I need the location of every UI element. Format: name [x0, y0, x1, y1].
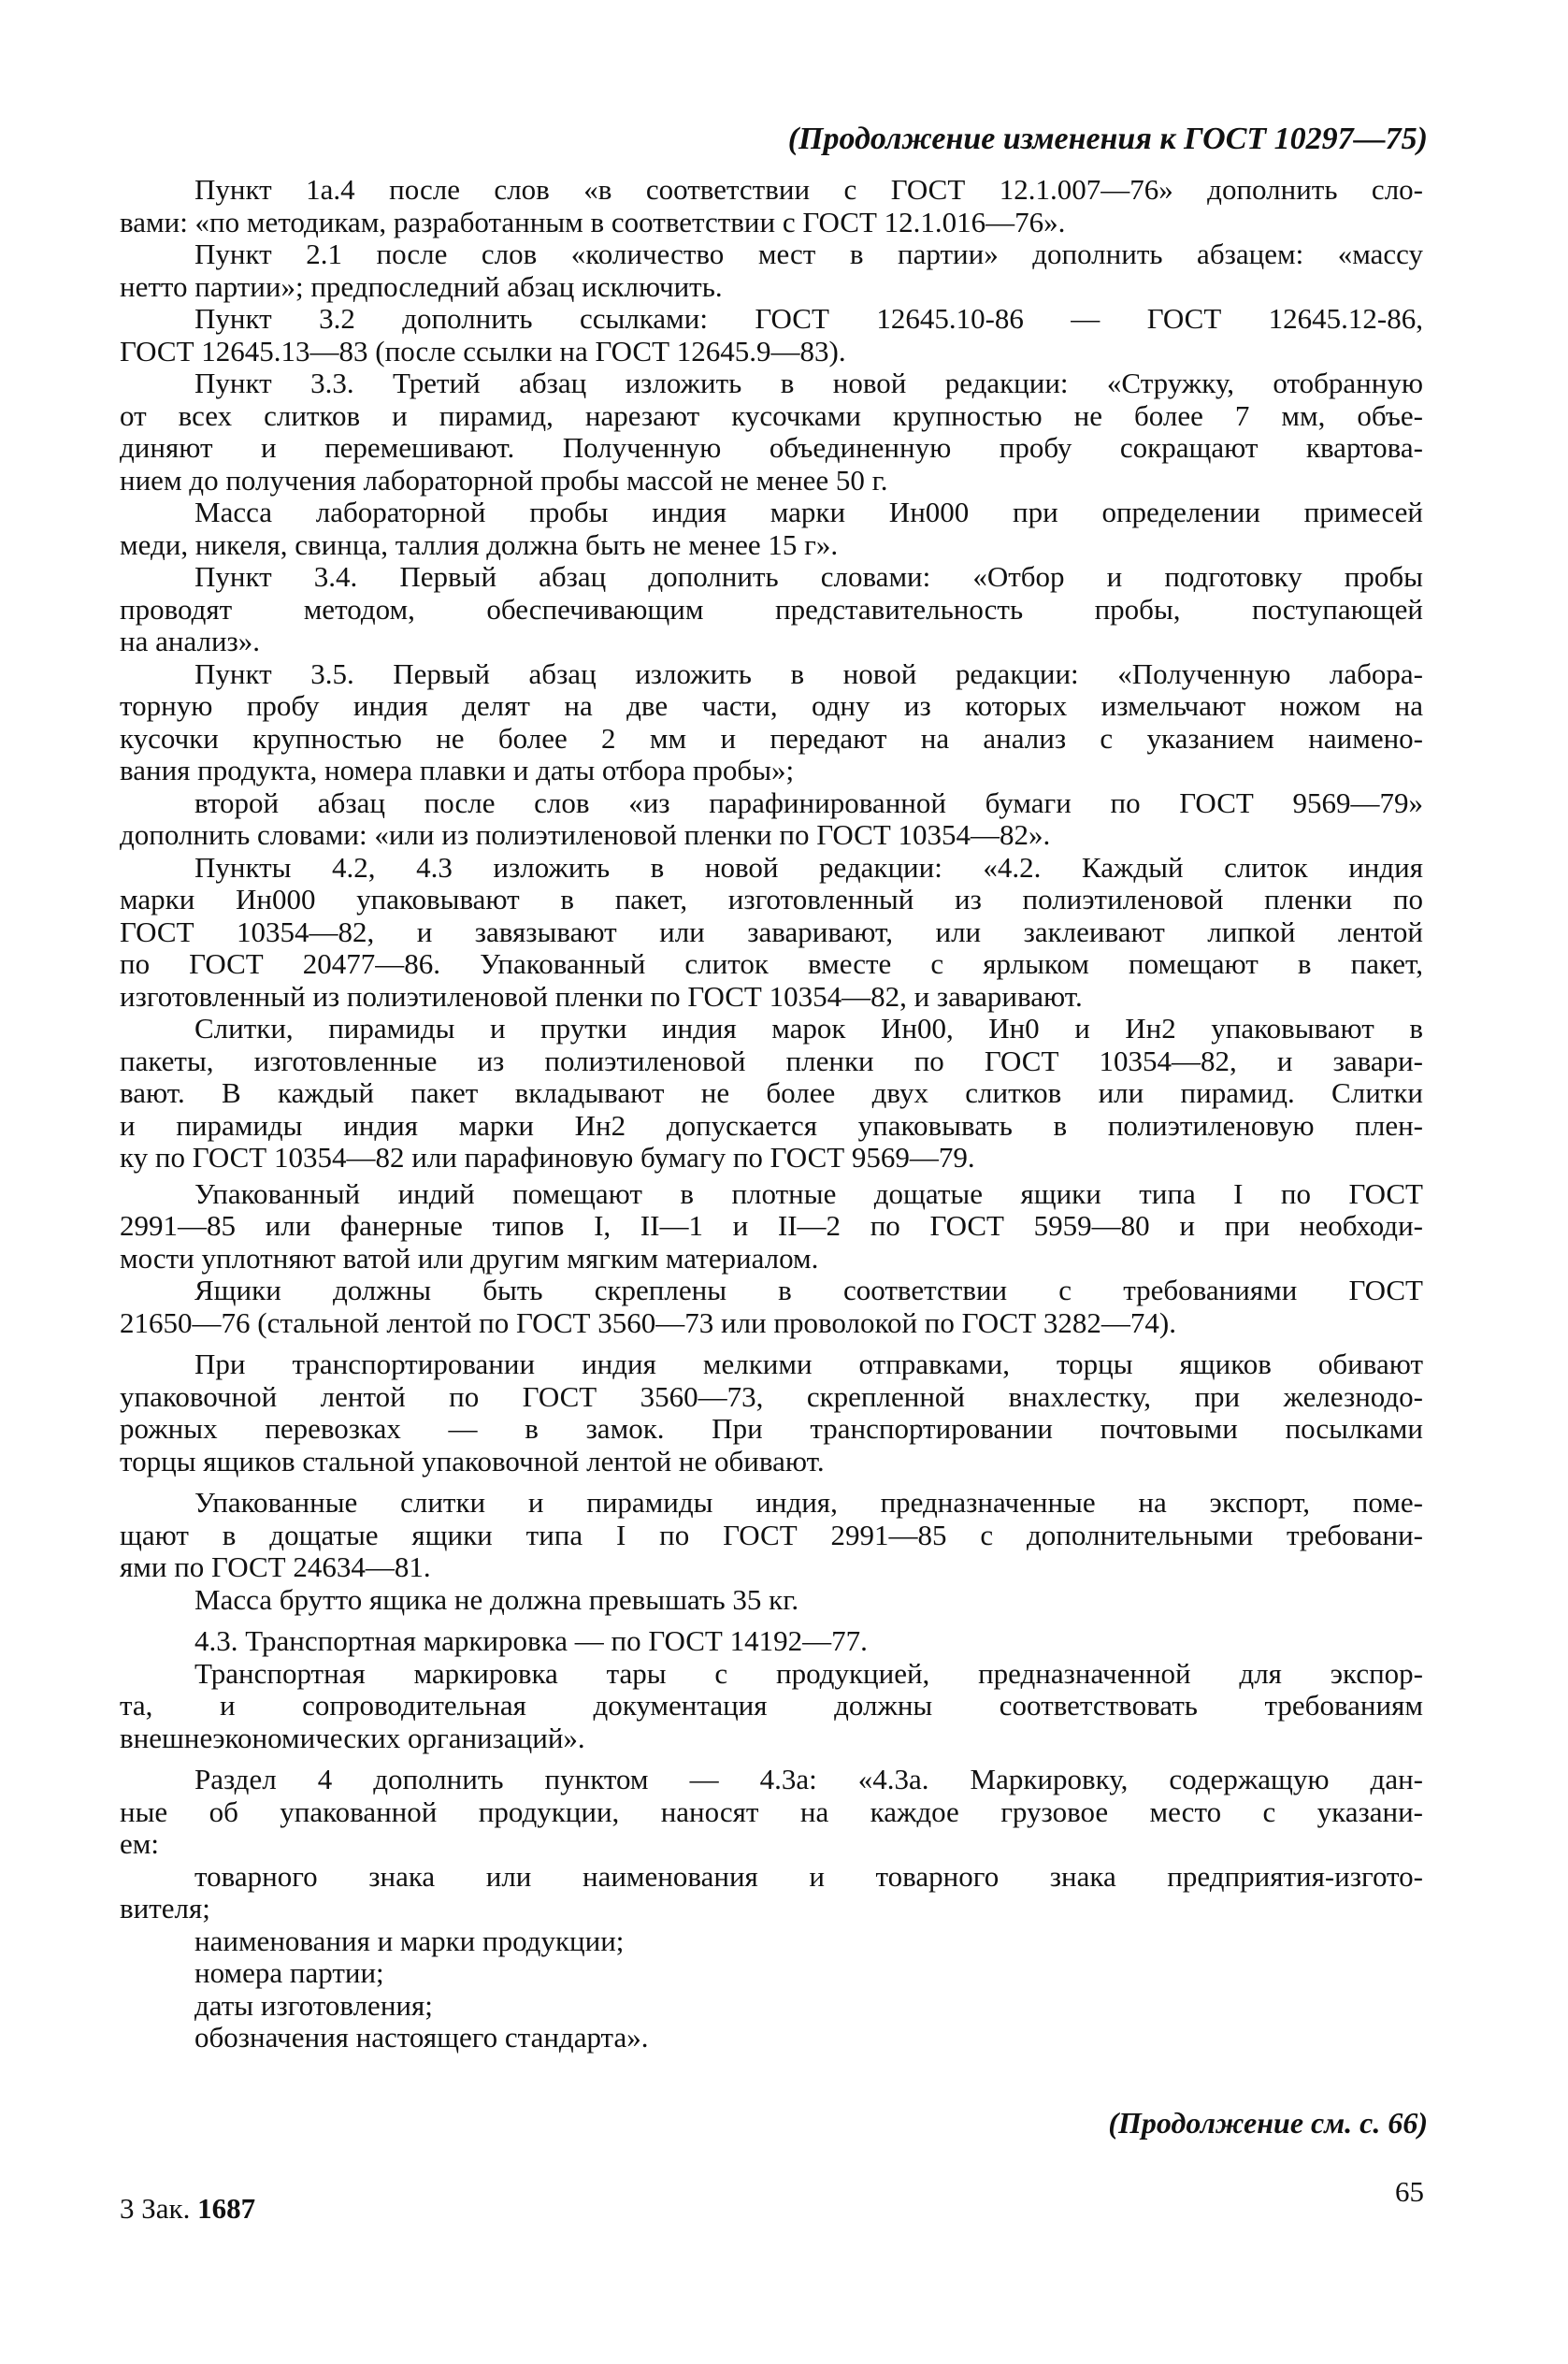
text-line: по ГОСТ 20477—86. Упакованный слиток вместе с ярлыком помещают в пакет, [120, 947, 1423, 980]
text-line: кусочки крупностью не более 2 мм и передают на анализ с указанием наимено- [120, 721, 1423, 755]
text-line: и пирамиды индия марки Ин2 допускается упаковывать в полиэтиленовую плен- [120, 1108, 1423, 1142]
text-line: номера партии; [194, 1956, 384, 1989]
text-line: изготовленный из полиэтиленовой пленки по ГОСТ 10354—82, и заваривают. [120, 979, 1083, 1013]
text-line: внешнеэкономических организаций». [120, 1721, 585, 1754]
text-line: рожных перевозках — в замок. При транспортировании почтовыми посылками [120, 1412, 1423, 1445]
text-line: Ящики должны быть скреплены в соответствии с требованиями ГОСТ [194, 1274, 1423, 1306]
text-line: Пункт 3.2 дополнить ссылками: ГОСТ 12645.10-86 — ГОСТ 12645.12-86, [194, 302, 1423, 335]
paragraph [120, 174, 1423, 238]
paragraph [120, 1658, 1423, 1755]
paragraph [120, 561, 1423, 658]
text-line: Пункт 1а.4 после слов «в соответствии с ГОСТ 12.1.007—76» дополнить сло- [194, 173, 1423, 206]
paragraph [120, 658, 1423, 787]
text-line: нием до получения лабораторной пробы массой не менее 50 г. [120, 463, 888, 497]
paragraph [120, 1013, 1423, 1175]
paragraph [120, 1487, 1423, 1584]
text-line: товарного знака или наименования и товарного знака предприятия-изгото- [194, 1859, 1423, 1893]
text-line: проводят методом, обеспечивающим представительность пробы, поступающей [120, 592, 1423, 626]
page-header: (Продолжение изменения к ГОСТ 10297—75) [787, 122, 1428, 156]
text-line: щают в дощатые ящики типа I по ГОСТ 2991—85 с дополнительными требовани- [120, 1518, 1423, 1551]
paragraph [120, 497, 1423, 561]
text-line: ями по ГОСТ 24634—81. [120, 1550, 431, 1583]
text-line: та, и сопроводительная документация должны соответствовать требованиям [120, 1689, 1423, 1722]
paragraph [120, 1861, 1423, 1925]
text-line: второй абзац после слов «из парафинированной бумаги по ГОСТ 9569—79» [194, 786, 1423, 819]
paragraph [120, 2022, 1423, 2054]
text-line: Пункты 4.2, 4.3 изложить в новой редакции: «4.2. Каждый слиток индия [194, 850, 1423, 884]
text-line: 2991—85 или фанерные типов I, II—1 и II—2 по ГОСТ 5959—80 и при необходи- [120, 1209, 1423, 1242]
paragraph [120, 238, 1423, 303]
paragraph [120, 1764, 1423, 1861]
text-line: 21650—76 (стальной лентой по ГОСТ 3560—73 или проволокой по ГОСТ 3282—74). [120, 1305, 1176, 1339]
text-line: наименования и марки продукции; [194, 1924, 625, 1957]
text-line: Пункт 3.5. Первый абзац изложить в новой редакции: «Полученную лабора- [194, 656, 1423, 690]
text-line: Масса лабораторной пробы индия марки Ин000 при определении примесей [194, 496, 1423, 528]
text-line: диняют и перемешивают. Полученную объединенную пробу сокращают квартова- [120, 431, 1423, 464]
text-line: ку по ГОСТ 10354—82 или парафиновую бумагу по ГОСТ 9569—79. [120, 1141, 975, 1174]
paragraph [120, 1275, 1423, 1339]
text-line: Масса брутто ящика не должна превышать 35 кг. [194, 1582, 799, 1616]
paragraph [120, 787, 1423, 852]
text-line: Упакованный индий помещают в плотные дощатые ящики типа I по ГОСТ [194, 1176, 1423, 1210]
text-line: упаковочной лентой по ГОСТ 3560—73, скрепленной внахлестку, при железнодо- [120, 1379, 1423, 1413]
text-line: меди, никеля, свинца, таллия должна быть не менее 15 г». [120, 527, 839, 561]
paragraph [120, 1584, 1423, 1617]
text-line: Слитки, пирамиды и прутки индия марок Ин00, Ин0 и Ин2 упаковывают в [194, 1012, 1423, 1045]
paragraph [120, 1925, 1423, 1958]
text-line: мости уплотняют ватой или другим мягким материалом. [120, 1241, 819, 1275]
text-line: вают. В каждый пакет вкладывают не более двух слитков или пирамид. Слитки [120, 1076, 1423, 1109]
text-line: вителя; [120, 1892, 210, 1924]
text-line: дополнить словами: «или из полиэтиленовой пленки по ГОСТ 10354—82». [120, 818, 1051, 851]
paragraph [120, 1990, 1423, 2023]
text-line: Пункт 3.3. Третий абзац изложить в новой редакции: «Стружку, отобранную [194, 367, 1423, 399]
order-value: 1687 [197, 2192, 256, 2225]
text-line: марки Ин000 упаковывают в пакет, изготовленный из полиэтиленовой пленки по [120, 883, 1423, 915]
text-line: Упакованные слитки и пирамиды индия, предназначенные на экспорт, поме- [194, 1486, 1423, 1519]
text-line: от всех слитков и пирамид, нарезают кусочками крупностью не более 7 мм, объе- [120, 398, 1423, 432]
paragraph [120, 852, 1423, 1014]
order-prefix: 3 Зак. [120, 2192, 191, 2225]
text-line: ные об упакованной продукции, наносят на каждое грузовое место с указани- [120, 1795, 1423, 1828]
paragraph [120, 1625, 1423, 1658]
text-line: Транспортная маркировка тары с продукцией, предназначенной для экспор- [194, 1656, 1423, 1690]
text-line: даты изготовления; [194, 1988, 433, 2022]
text-line: обозначения настоящего стандарта». [194, 2021, 649, 2054]
paragraph [120, 1348, 1423, 1478]
text-line: При транспортировании индия мелкими отправками, торцы ящиков обивают [194, 1348, 1423, 1380]
continuation-note: (Продолжение см. с. 66) [1108, 2106, 1428, 2140]
document-body [120, 174, 1423, 2054]
text-line: вания продукта, номера плавки и даты отбора пробы»; [120, 754, 795, 786]
text-line: на анализ». [120, 625, 261, 657]
text-line: Пункт 3.4. Первый абзац дополнить словами: «Отбор и подготовку пробы [194, 560, 1423, 593]
text-line: 4.3. Транспортная маркировка — по ГОСТ 14192—77. [194, 1624, 868, 1657]
text-line: Пункт 2.1 после слов «количество мест в партии» дополнить абзацем: «массу [194, 238, 1423, 270]
text-line: вами: «по методикам, разработанным в соответствии с ГОСТ 12.1.016—76». [120, 205, 1066, 238]
text-line: нетто партии»; предпоследний абзац исключить. [120, 269, 723, 303]
text-line: торную пробу индия делят на две части, одну из которых измельчают ножом на [120, 689, 1423, 722]
paragraph [120, 1178, 1423, 1276]
text-line: ГОСТ 10354—82, и завязывают или заваривают, или заклеивают липкой лентой [120, 915, 1423, 948]
paragraph [120, 368, 1423, 497]
text-line: ем: [120, 1827, 159, 1860]
order-number [120, 2192, 255, 2226]
text-line: Раздел 4 дополнить пунктом — 4.3а: «4.3а. Маркировку, содержащую дан- [194, 1763, 1423, 1795]
page-number: 65 [1395, 2175, 1424, 2208]
text-line: пакеты, изготовленные из полиэтиленовой пленки по ГОСТ 10354—82, и завари- [120, 1044, 1423, 1077]
text-line: торцы ящиков стальной упаковочной лентой не обивают. [120, 1444, 825, 1478]
paragraph [120, 1957, 1423, 1990]
paragraph [120, 303, 1423, 368]
text-line: ГОСТ 12645.13—83 (после ссылки на ГОСТ 12645.9—83). [120, 334, 846, 368]
